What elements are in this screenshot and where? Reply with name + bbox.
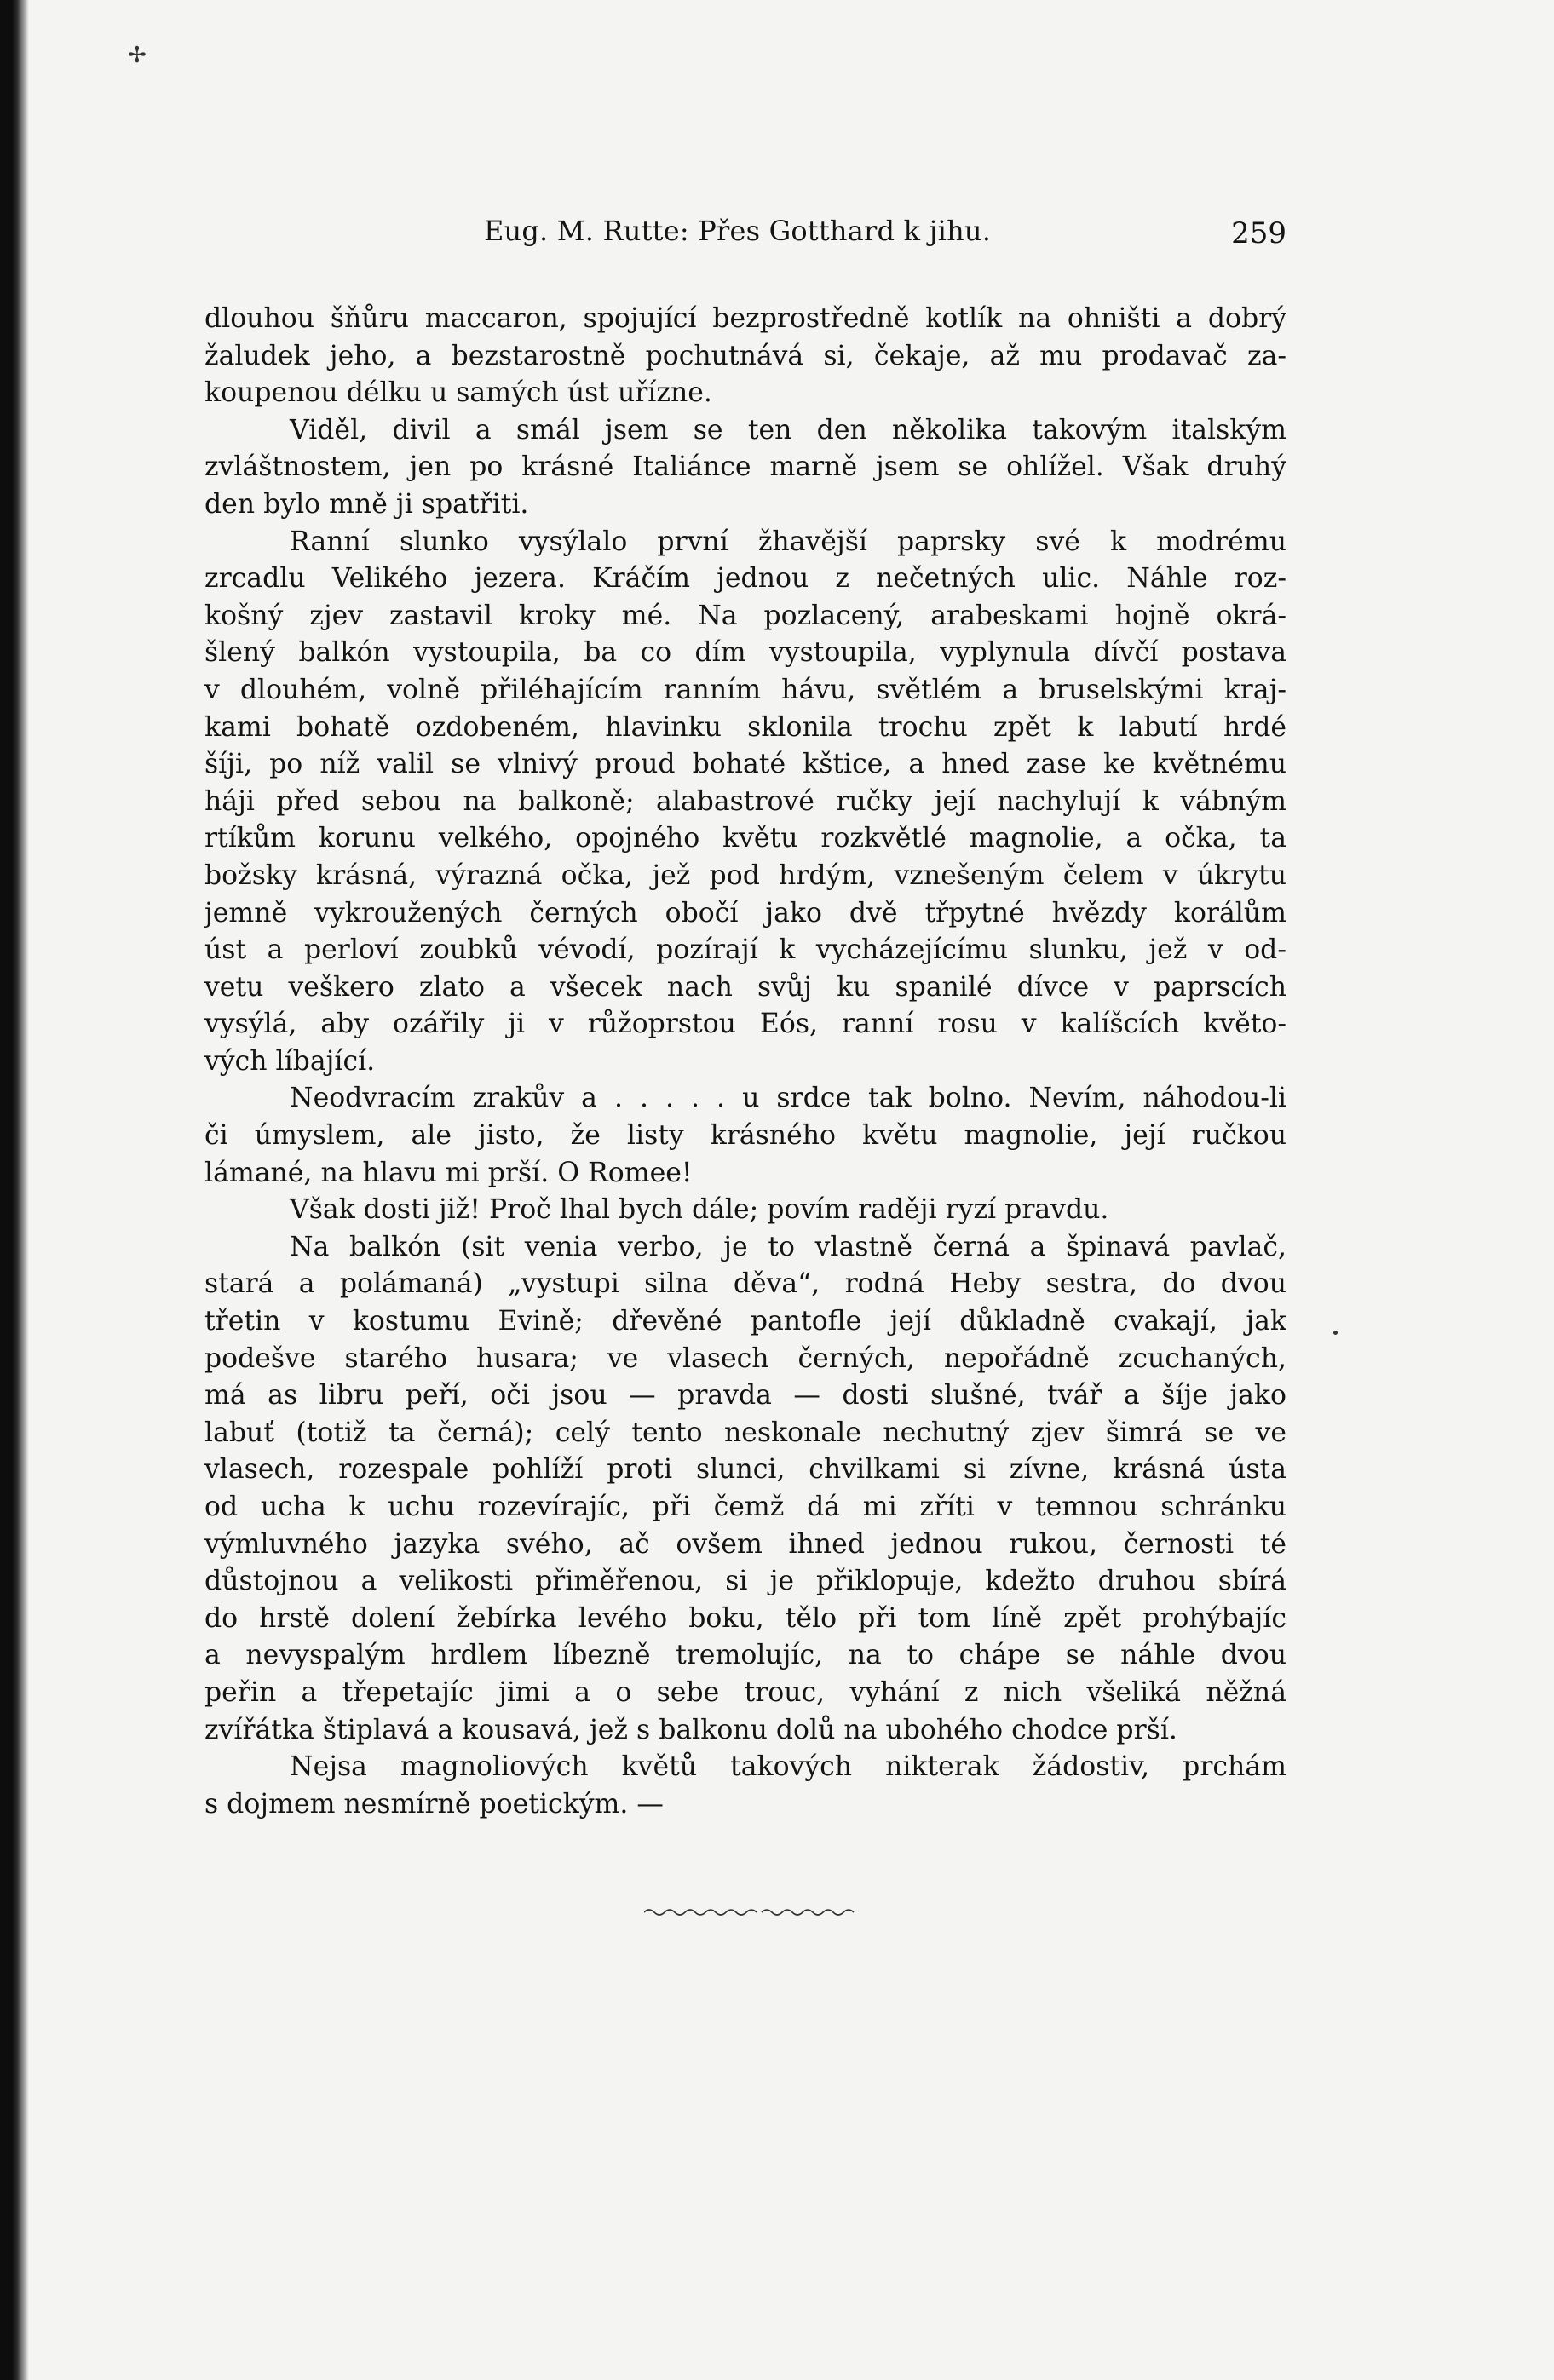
corner-ornament-icon: ✢ bbox=[128, 43, 147, 68]
text-line: kami bohatě ozdobeném, hlavinku sklonila trochu zpět k labutí hrdé bbox=[204, 711, 1286, 743]
text-line: Na balkón (sit venia verbo, je to vlastně černá a špinavá pavlač, bbox=[290, 1231, 1286, 1262]
text-line: šlený balkón vystoupila, ba co dím vystoupila, vyplynula dívčí postava bbox=[204, 637, 1286, 669]
text-line: výmluvného jazyka svého, ač ovšem ihned jednou rukou, černosti té bbox=[204, 1528, 1286, 1560]
ink-speck bbox=[1333, 1331, 1338, 1335]
text-line: důstojnou a velikosti přiměřenou, si je přiklopuje, kdežto druhou sbírá bbox=[204, 1566, 1286, 1597]
text-line: od ucha k uchu rozevírajíc, při čemž dá mi zříti v temnou schránku bbox=[204, 1492, 1286, 1522]
wavy-divider-ornament bbox=[644, 1904, 857, 1921]
text-line: košný zjev zastavil kroky mé. Na pozlacený, arabeskami hojně okrá- bbox=[204, 600, 1286, 631]
text-line: labuť (totiž ta černá); celý tento neskonale nechutný zjev šimrá se ve bbox=[204, 1417, 1286, 1448]
text-line: či úmyslem, ale jisto, že listy krásného květu magnolie, její ručkou bbox=[204, 1120, 1286, 1152]
text-line: koupenou délku u samých úst uřízne. bbox=[204, 377, 712, 409]
text-line: v dlouhém, volně přiléhajícím ranním hávu, světlém a bruselskými kraj- bbox=[204, 674, 1286, 705]
text-line: rtíkům korunu velkého, opojného květu rozkvětlé magnolie, a očka, ta bbox=[204, 823, 1286, 854]
text-line: háji před sebou na balkoně; alabastrové ručky její nachylují k vábným bbox=[204, 785, 1286, 817]
text-line: do hrstě dolení žebírka levého boku, tělo při tom líně zpět prohýbajíc bbox=[204, 1602, 1286, 1634]
text-line: podešve starého husara; ve vlasech černých, nepořádně zcuchaných, bbox=[204, 1342, 1286, 1374]
text-line: den bylo mně ji spatřiti. bbox=[204, 488, 529, 520]
text-line: úst a perloví zoubků vévodí, pozírají k vycházejícímu slunku, jež v od- bbox=[204, 934, 1286, 966]
text-line: zvířátka štiplavá a kousavá, jež s balkonu dolů na ubohého chodce prší. bbox=[204, 1714, 1177, 1745]
text-line: vysýlá, aby ozářily ji v růžoprstou Eós, ranní rosu v kalíšcích květo- bbox=[204, 1009, 1286, 1040]
text-line: zvláštnostem, jen po krásné Italiánce marně jsem se ohlížel. Však druhý bbox=[204, 451, 1286, 483]
text-line: stará a polámaná) „vystupi silna děva“, rodná Heby sestra, do dvou bbox=[204, 1268, 1286, 1300]
text-line: Viděl, divil a smál jsem se ten den několika takovým italským bbox=[290, 414, 1286, 446]
text-line: Neodvracím zrakův a . . . . . u srdce tak bolno. Nevím, náhodou-li bbox=[290, 1083, 1286, 1114]
text-line: vlasech, rozespale pohlíží proti slunci, chvilkami si zívne, krásná ústa bbox=[204, 1454, 1286, 1486]
text-line: a nevyspalým hrdlem líbezně tremolujíc, na to chápe se náhle dvou bbox=[204, 1640, 1286, 1671]
text-line: šíji, po níž valil se vlnivý proud bohaté kštice, a hned zase ke květnému bbox=[204, 749, 1286, 780]
text-line: Však dosti již! Proč lhal bych dále; povím raději ryzí pravdu. bbox=[290, 1194, 1109, 1226]
page-number: 259 bbox=[1231, 216, 1286, 250]
text-line: vetu veškero zlato a všecek nach svůj ku spanilé dívce v paprscích bbox=[204, 971, 1286, 1003]
text-line: zrcadlu Velikého jezera. Kráčím jednou z nečetných ulic. Náhle roz- bbox=[204, 563, 1286, 595]
text-line: třetin v kostumu Evině; dřevěné pantofle její důkladně cvakají, jak bbox=[204, 1306, 1286, 1337]
body-text bbox=[204, 301, 1286, 1823]
text-line: božsky krásná, výrazná očka, jež pod hrdým, vznešeným čelem v úkrytu bbox=[204, 859, 1286, 891]
text-line: Nejsa magnoliových květů takových nikterak žádostiv, prchám bbox=[290, 1751, 1286, 1783]
text-line: lámané, na hlavu mi prší. O Romee! bbox=[204, 1157, 693, 1188]
text-line: má as libru peří, oči jsou — pravda — dosti slušné, tvář a šíje jako bbox=[204, 1380, 1286, 1411]
running-head: Eug. M. Rutte: Přes Gotthard k jihu. bbox=[484, 215, 992, 247]
text-line: vých líbající. bbox=[204, 1045, 376, 1077]
text-line: dlouhou šňůru maccaron, spojující bezprostředně kotlík na ohništi a dobrý bbox=[204, 303, 1286, 334]
text-line: Ranní slunko vysýlalo první žhavější paprsky své k modrému bbox=[290, 526, 1286, 557]
page-header bbox=[204, 215, 1286, 257]
text-line: jemně vykroužených černých obočí jako dvě třpytné hvězdy korálům bbox=[204, 897, 1286, 928]
binding-edge bbox=[0, 0, 29, 2380]
text-line: s dojmem nesmírně poetickým. — bbox=[204, 1788, 664, 1819]
text-line: žaludek jeho, a bezstarostně pochutnává si, čekaje, až mu prodavač za- bbox=[204, 340, 1286, 371]
text-line: peřin a třepetajíc jimi a o sebe trouc, vyhání z nich všeliká něžná bbox=[204, 1676, 1286, 1708]
